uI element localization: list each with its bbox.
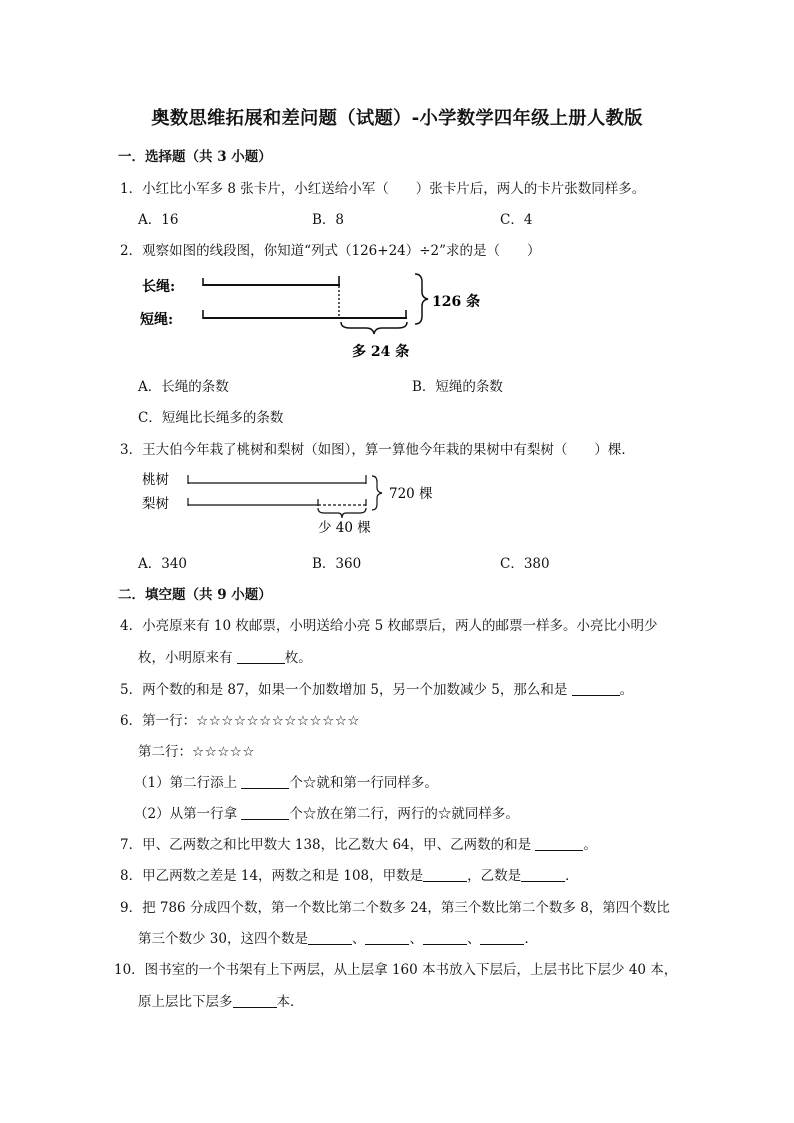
q2-label-short: 短绳: [140, 312, 174, 328]
question-4-line2 [138, 646, 312, 666]
question-6-row1 [120, 709, 360, 729]
q6-sub2-text-b: 个☆放在第二行，两行的☆就同样多。 [289, 806, 519, 822]
q7-blank[interactable] [535, 836, 583, 851]
q2-label-long: 长绳: [142, 279, 176, 295]
q9-sep-1: 、 [351, 931, 366, 947]
q9-blank-2[interactable] [365, 930, 409, 945]
question-3-text: 3．王大伯今年栽了桃树和梨树（如图），算一算他今年栽的果树中有梨树（ ）棵． [120, 442, 635, 458]
q5-blank[interactable] [572, 681, 620, 696]
q2-diff-label: 多 24 条 [352, 344, 410, 360]
q1-option-c[interactable]: C．4 [500, 212, 533, 228]
page-title: 奥数思维拓展和差问题（试题）-小学数学四年级上册人教版 [151, 108, 643, 129]
q8-text-b: ，乙数是 [467, 868, 522, 884]
question-2-text: 2．观察如图的线段图，你知道“列式（126+24）÷2”求的是（ ） [120, 243, 541, 259]
q3-label-pear: 梨树 [142, 496, 169, 512]
q4-line2-text-a: 枚，小明原来有 [138, 650, 237, 666]
q2-option-a[interactable]: A．长绳的条数 [138, 379, 229, 395]
q10-line2-text-a: 原上层比下层多 [138, 994, 233, 1010]
question-1-text: 1．小红比小军多 8 张卡片，小红送给小军（ ）张卡片后，两人的卡片张数同样多。 [120, 181, 646, 197]
question-10-line1: 10．图书室的一个书架有上下两层，从上层拿 160 本书放入下层后，上层书比下层少 40 本， [114, 962, 678, 978]
q3-option-c[interactable]: C．380 [500, 556, 550, 572]
q9-blank-4[interactable] [480, 930, 524, 945]
question-4-line1: 4．小亮原来有 10 枚邮票，小明送给小亮 5 枚邮票后，两人的邮票一样多。小亮比小明少 [120, 618, 658, 634]
question-8 [120, 864, 579, 884]
q1-option-b[interactable]: B．8 [312, 212, 345, 228]
q2-option-b[interactable]: B．短绳的条数 [412, 379, 503, 395]
q5-text-b: 。 [619, 682, 634, 698]
q8-text-c: ． [565, 868, 579, 884]
q3-diff-brace [318, 508, 366, 518]
q4-blank-2[interactable] [237, 649, 285, 664]
q9-blank-1[interactable] [308, 930, 352, 945]
q8-text-a: 8．甲乙两数之差是 14，两数之和是 108，甲数是 [120, 868, 424, 884]
q3-total-brace [372, 476, 382, 510]
question-6-sub1 [134, 771, 438, 791]
q5-text-a: 5．两个数的和是 87，如果一个加数增加 5，另一个加数减少 5，那么和是 [120, 682, 572, 698]
question-6-row2 [138, 740, 255, 760]
q3-option-a[interactable]: A．340 [138, 556, 188, 572]
q2-diff-brace [341, 322, 407, 334]
q10-line2-text-b: 本． [276, 994, 304, 1010]
question-10-line2 [138, 990, 304, 1010]
section-heading-choice: 一．选择题（共 3 小题） [118, 149, 272, 165]
q6-row2-label: 第二行： [138, 744, 192, 760]
q3-option-b[interactable]: B．360 [312, 556, 362, 572]
q4-line2-text-b: 枚。 [284, 650, 312, 666]
q2-total-brace [415, 274, 428, 324]
q2-segment-diagram [130, 268, 490, 364]
q7-text-b: 。 [583, 837, 597, 853]
q7-text-a: 7．甲、乙两数之和比甲数大 138，比乙数大 64，甲、乙两数的和是 [120, 837, 536, 853]
q2-total-label: 126 条 [432, 294, 481, 310]
section-heading-fill: 二．填空题（共 9 小题） [118, 587, 272, 603]
q1-option-a[interactable]: A．16 [138, 212, 179, 228]
question-6-sub2 [134, 802, 519, 822]
q6-row1-label: 6．第一行： [120, 713, 197, 729]
q6-row2-stars: ☆☆☆☆☆ [192, 744, 256, 760]
q10-blank[interactable] [233, 993, 277, 1008]
q8-blank-2[interactable] [521, 867, 565, 882]
question-7 [120, 833, 597, 853]
q6-sub2-text-a: （2）从第一行拿 [134, 806, 242, 822]
q8-blank-1[interactable] [423, 867, 467, 882]
q6-sub1-blank[interactable] [241, 774, 289, 789]
q3-total-label: 720 棵 [389, 486, 433, 502]
q9-end: ． [524, 931, 538, 947]
q9-blank-3[interactable] [423, 930, 467, 945]
question-5 [120, 678, 633, 698]
question-9-line2 [138, 927, 538, 947]
q2-option-c[interactable]: C．短绳比长绳多的条数 [138, 410, 284, 426]
q3-diff-label: 少 40 棵 [318, 520, 371, 536]
q6-sub1-text-a: （1）第二行添上 [134, 775, 242, 791]
q6-row1-stars: ☆☆☆☆☆☆☆☆☆☆☆☆☆ [196, 713, 360, 729]
q3-label-peach: 桃树 [142, 472, 169, 488]
q3-segment-diagram [138, 466, 458, 538]
q9-line2-text: 第三个数少 30，这四个数是 [138, 931, 308, 947]
q9-sep-3: 、 [466, 931, 481, 947]
q6-sub2-blank[interactable] [241, 805, 289, 820]
question-9-line1: 9．把 786 分成四个数，第一个数比第二个数多 24，第三个数比第二个数多 8，第四个数比 [120, 900, 670, 916]
q6-sub1-text-b: 个☆就和第一行同样多。 [289, 775, 438, 791]
q9-sep-2: 、 [409, 931, 423, 947]
